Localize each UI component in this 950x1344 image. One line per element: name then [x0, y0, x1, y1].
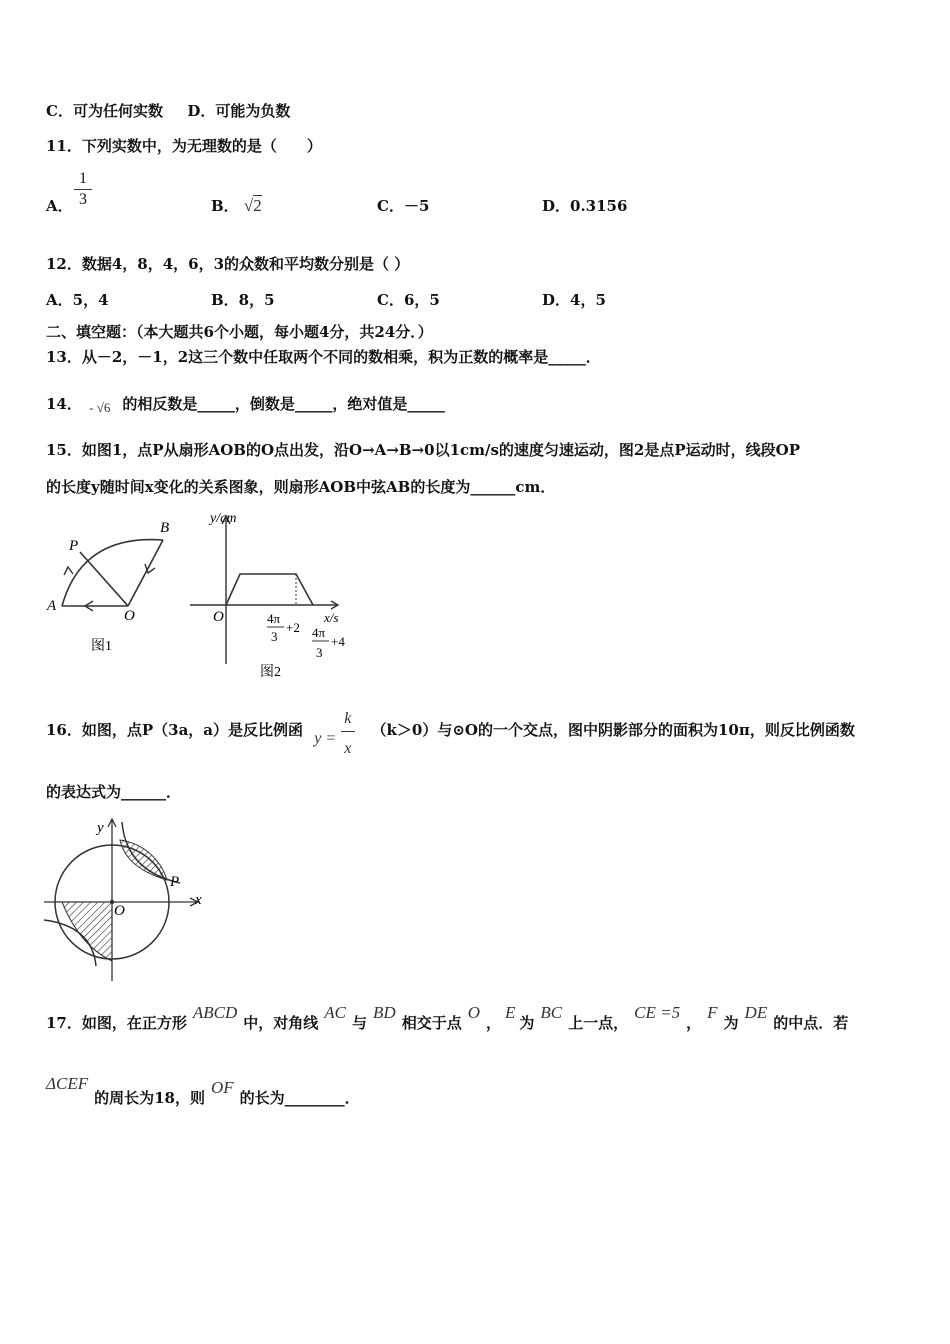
- q11-option-a-label: A．: [46, 197, 73, 215]
- math-of: OF: [210, 1078, 234, 1097]
- q10-option-d: D．可能为负数: [187, 102, 291, 120]
- q17-text-12: 的长为________．: [239, 1089, 360, 1107]
- math-o: O: [467, 1003, 480, 1022]
- tick1-numerator: 4π: [267, 611, 281, 626]
- q11-a-numerator: 1: [79, 170, 87, 187]
- q17-text-4: 相交于点: [401, 1014, 462, 1032]
- arrow-up-icon: [64, 567, 73, 575]
- q17-text-3: 与: [352, 1014, 368, 1032]
- q11-option-b: [211, 195, 262, 216]
- segment-ob: [128, 540, 163, 606]
- formula-x: x: [344, 740, 352, 757]
- q15-figure-2: [186, 504, 361, 682]
- q16-figure: [42, 816, 207, 984]
- q17-text-7: 上一点，: [568, 1014, 629, 1032]
- tick1-addend: +2: [286, 620, 300, 635]
- q17-line1: [46, 1003, 849, 1033]
- q17-text-11: 的周长为18，则: [94, 1089, 205, 1107]
- label-p: P: [170, 874, 180, 890]
- math-abcd: ABCD: [192, 1003, 238, 1022]
- math-de: DE: [744, 1003, 768, 1022]
- q16-line1: [46, 710, 855, 757]
- figure-1-caption: 图1: [91, 639, 112, 654]
- label-x: x: [195, 892, 202, 908]
- q10-option-c: C．可为任何实数: [46, 102, 163, 120]
- math-bc: BC: [540, 1003, 563, 1022]
- math-e: E: [505, 1003, 516, 1022]
- q17-text-1: 17．如图，在正方形: [46, 1014, 187, 1032]
- formula-y: y =: [314, 730, 337, 747]
- x-axis-label: x/s: [324, 610, 339, 625]
- tick2-addend: +4: [331, 634, 345, 649]
- q11-option-a-fraction: [74, 170, 92, 209]
- q16-line1-start: 16．如图，点P（3a，a）是反比例函: [46, 721, 304, 739]
- q11-option-b-label: B．: [211, 197, 239, 215]
- formula-fraction-bar: [341, 731, 355, 732]
- q12-stem: 12．数据4，8，4，6，3的众数和平均数分别是（ ）: [46, 255, 410, 273]
- q12-option-d: D．4，5: [542, 291, 606, 309]
- math-ce-5: CE =5: [634, 1003, 681, 1022]
- q17-text-5: ，: [486, 1014, 502, 1032]
- q12-option-a: A．5，4: [46, 291, 109, 309]
- q15-line1: 15．如图1，点P从扇形AOB的O点出发，沿O→A→B→0以1cm/s的速度匀速运动，图2是点P运动时，线段OP: [46, 441, 800, 459]
- shaded-region-lower: [62, 902, 112, 961]
- q17-text-2: 中，对角线: [243, 1014, 319, 1032]
- section-2-heading: 二、填空题：（本大题共6个小题，每小题4分，共24分．）: [46, 323, 433, 341]
- label-p: P: [69, 538, 79, 554]
- q11-option-d: D．0.3156: [542, 197, 628, 215]
- q17-text-10: 的中点．若: [773, 1014, 849, 1032]
- q17-text-9: 为: [723, 1014, 739, 1032]
- q11-stem: 11．下列实数中，为无理数的是（ ）: [46, 137, 322, 155]
- figure-2-caption: 图2: [260, 665, 281, 680]
- y-axis-label: y/cm: [210, 511, 237, 526]
- q14-body: 的相反数是_____，倒数是_____，绝对值是_____: [122, 395, 445, 413]
- neg-sqrt6-label: - √6: [89, 400, 111, 415]
- label-b: B: [160, 520, 170, 536]
- math-f: F: [707, 1003, 718, 1022]
- math-bd: BD: [373, 1003, 396, 1022]
- q14-number: 14．: [46, 395, 82, 413]
- shaded-region-upper: [120, 840, 167, 880]
- formula-k: k: [344, 710, 352, 727]
- q17-text-6: 为: [519, 1014, 535, 1032]
- label-o: O: [114, 903, 125, 919]
- math-triangle-cef: ΔCEF: [46, 1074, 89, 1093]
- origin-label: O: [213, 609, 224, 625]
- q12-option-c: C．6，5: [377, 291, 440, 309]
- q16-line2: 的表达式为______．: [46, 783, 182, 801]
- segment-op: [80, 552, 128, 606]
- label-y: y: [97, 820, 104, 836]
- math-ac: AC: [324, 1003, 347, 1022]
- q11-option-b-value: 2: [253, 196, 262, 215]
- q15-figure-1: [42, 512, 187, 662]
- fraction-bar: [74, 189, 92, 190]
- q16-line1-end: （k＞0）与⊙O的一个交点，图中阴影部分的面积为10π，则反比例函数: [371, 721, 855, 739]
- q17-line2: [46, 1074, 360, 1108]
- q12-option-b: B．8，5: [211, 291, 275, 309]
- q11-option-c: C．－5: [377, 197, 430, 215]
- q14-text: [46, 394, 445, 414]
- q13-text: 13．从－2，－1，2这三个数中任取两个不同的数相乘，积为正数的概率是_____．: [46, 348, 601, 366]
- tick1-denominator: 3: [271, 629, 278, 644]
- q10-options: [46, 101, 290, 121]
- graph-line: [226, 574, 313, 605]
- q11-a-denominator: 3: [79, 191, 87, 208]
- tick2-numerator: 4π: [312, 625, 326, 640]
- label-o: O: [124, 608, 135, 624]
- label-a: A: [47, 598, 57, 614]
- q17-text-8: ，: [686, 1014, 702, 1032]
- q15-line2: 的长度y随时间x变化的关系图象，则扇形AOB中弦AB的长度为______cm．: [46, 478, 556, 496]
- sqrt-icon: √2: [243, 196, 262, 215]
- tick2-denominator: 3: [316, 645, 323, 660]
